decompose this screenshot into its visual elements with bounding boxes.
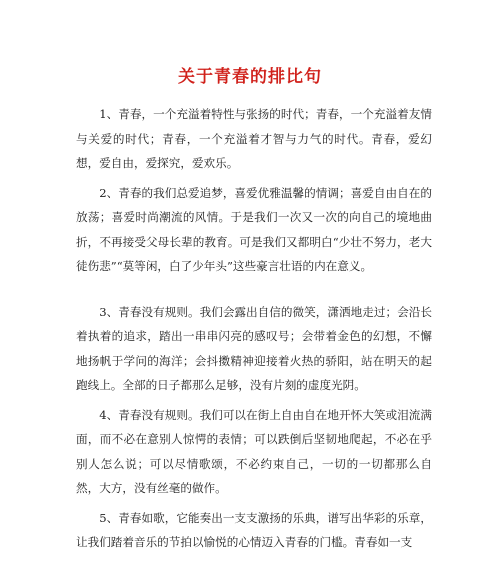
paragraph-3: 3、青春没有规则。我们会露出自信的微笑，潇洒地走过；会沿长着执着的追求，踏出一串串闪亮的感叹号；会带着金色的幻想，不懈地扬帆于学问的海洋；会抖擞精神迎接着火热的骄阳，站在明天的起跑线上。全部的日子都那么足够，没有片刻的虚度光阴。 (76, 304, 432, 392)
paragraph-5: 5、青春如歌，它能奏出一支支激扬的乐典，谱写出华彩的乐章，让我们踏着音乐的节拍以愉悦的心情迈入青春的门槛。青春如一支 (76, 510, 432, 549)
paragraph-1: 1、青春，一个充溢着特性与张扬的时代；青春，一个充溢着友情与关爱的时代；青春，一个充溢着才智与力气的时代。青春，爱幻想，爱自由，爱探究，爱欢乐。 (76, 107, 432, 170)
document-body (76, 102, 432, 555)
paragraph-2: 2、青春的我们总爱追梦，喜爱优雅温馨的情调；喜爱自由自在的放荡；喜爱时尚潮流的风情。于是我们一次又一次的向自己的境地曲折，不再接受父母长辈的教育。可是我们又都明白“少壮不努力，老大徒伤悲”“莫等闲，白了少年头”这些豪言壮语的内在意义。 (76, 185, 432, 273)
document-title: 关于青春的排比句 (178, 67, 322, 87)
paragraph-4: 4、青春没有规则。我们可以在街上自由自在地开怀大笑或泪流满面，而不必在意别人惊愕的表情；可以跌倒后坚韧地爬起，不必在乎别人怎么说；可以尽情歌颂，不必约束自己，一切的一切都那么自然，大方，没有丝毫的做作。 (76, 407, 432, 495)
